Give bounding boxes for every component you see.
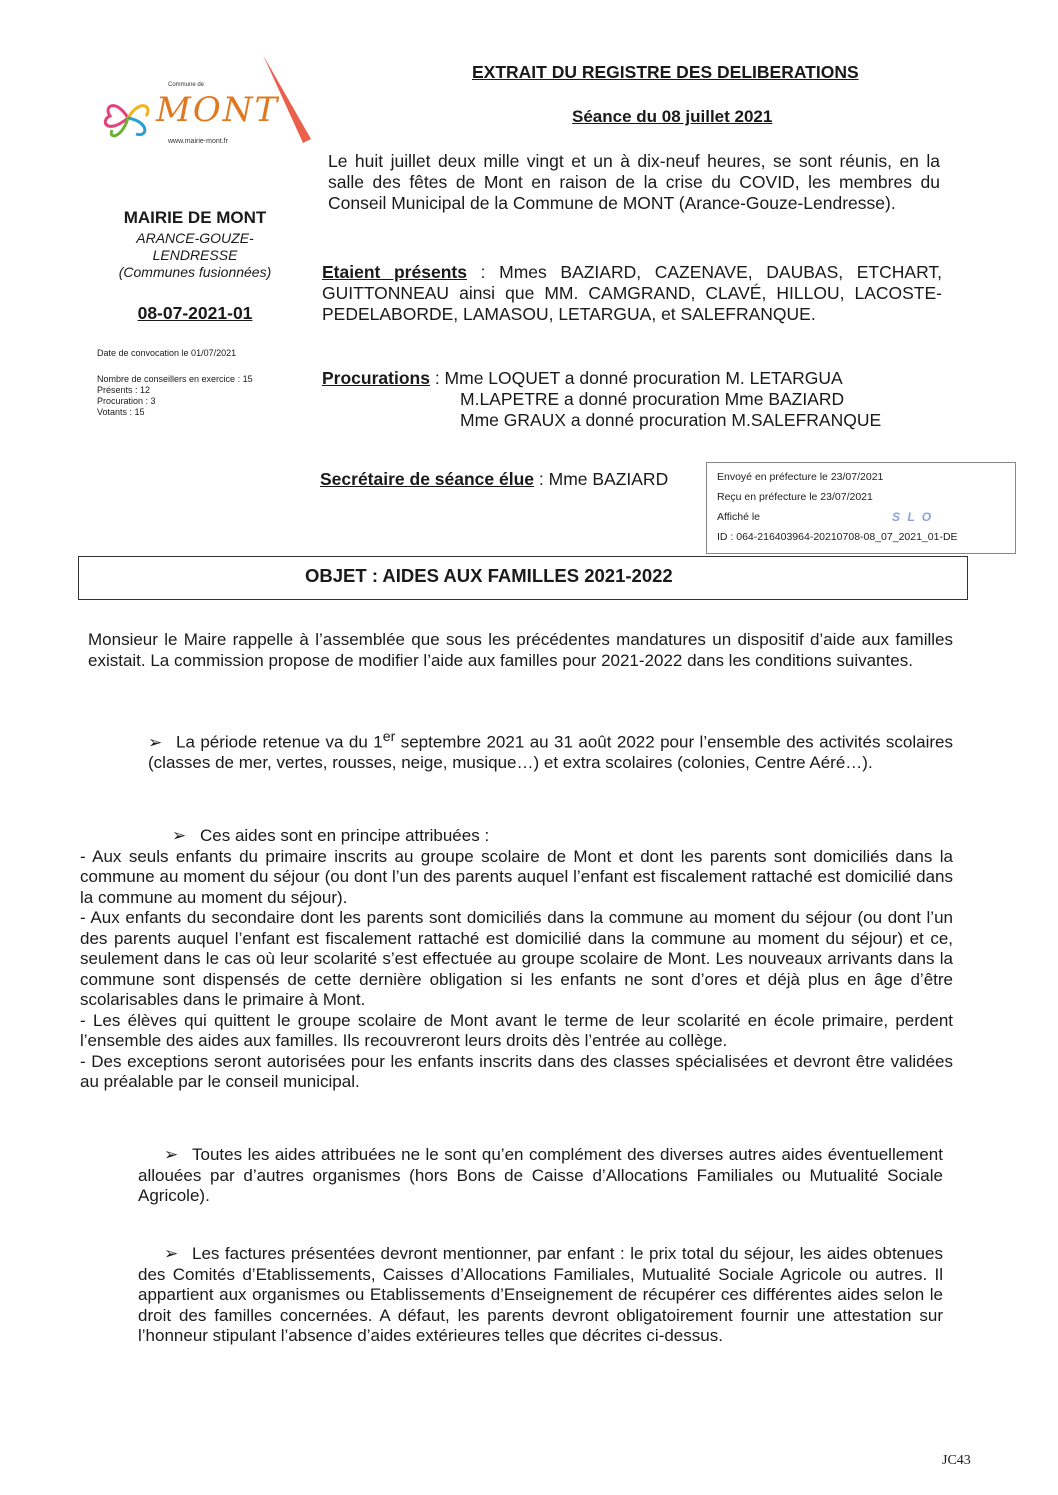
body-paragraph-3 [80,826,953,1093]
slo-logo: S L O [892,510,934,524]
bullet-arrow-icon: ➢ [148,732,163,752]
logo-word: MONT [156,90,280,130]
body-paragraph-2 [148,727,953,774]
logo-site: www.mairie-mont.fr [168,138,228,145]
stamp-envoye: Envoyé en préfecture le 23/07/2021 [717,471,884,483]
page-footer: JC43 [942,1453,971,1468]
p3-title: Ces aides sont en principe attribuées : [200,826,490,845]
list-item: - Aux enfants du secondaire dont les parents sont domiciliés dans la commune au moment du séjour (ou dont l’un des parents auquel l’enfant est fiscalement rattaché est domicilié dans la commune au moment du séjour) et ce, seulement dans le cas où leur scolarité s’est effectuée au groupe scolaire de Mont. Les nouveaux arrivants dans la commune sont dispensés de cette dernière obligation si les enfants ne sont d’ores et déjà plus en âge d’être scolarisables dans le primaire à Mont. [80,908,953,1009]
bullet-arrow-icon: ➢ [164,1145,179,1164]
p2-superscript: er [382,729,396,745]
procuration-line: M.LAPETRE a donné procuration Mme BAZIARD [460,389,845,409]
stamp-affiche: Affiché le [717,511,760,523]
secretaire-value: : Mme BAZIARD [534,469,669,489]
body-paragraph-4 [138,1145,943,1207]
presents-text: : Mmes BAZIARD, CAZENAVE, DAUBAS, ETCHART, GUITTONNEAU ainsi que MM. CAMGRAND, CLAVÉ, HILLOU, LACOSTE-PEDELABORDE, LAMASOU, LETARGUA, et SALEFRANQUE. [322,262,943,324]
document-title: EXTRAIT DU REGISTRE DES DELIBERATIONS [472,62,859,82]
presents-label: Etaient présents [322,262,467,282]
mairie-fusion: (Communes fusionnées) [118,264,272,280]
convocation-date: Date de convocation le 01/07/2021 [97,348,237,358]
body-paragraph-5 [138,1244,943,1347]
mairie-subtitle: ARANCE-GOUZE-LENDRESSE [136,230,254,263]
red-accent-icon [255,55,315,145]
list-item: - Aux seuls enfants du primaire inscrits au groupe scolaire de Mont et dont les parents sont domiciliés dans la commune au moment du séjour (ou dont l’un des parents auquel l’enfant est fiscalement rattaché est domicilié dans la commune au moment du séjour). [80,846,953,907]
votants-count: Votants : 15 [97,407,145,417]
logo-small-text: Commune de [168,82,205,88]
secretaire-line [320,469,668,490]
secretaire-label: Secrétaire de séance élue [320,469,535,489]
flower-logo-icon [98,88,158,148]
p5-text: Les factures présentées devront mentionner, par enfant : le prix total du séjour, les aides obtenues des Comités d’Etablissements, Caisses d’Allocations Familiales, Mutualité Sociale Agricole ou autres. Il appartient aux organismes ou Etablissements d’Enseignement de récupérer ces différentes aides selon le droit des familles concernées. A défaut, les parents devront obligatoirement fournir une attestation sur l’honneur stipulant l’absence d’aides extérieures telles que décrites ci-dessus. [138,1244,943,1345]
objet-title: OBJET : AIDES AUX FAMILLES 2021-2022 [305,565,673,586]
counts-block [97,374,253,418]
stamp-id: ID : 064-216403964-20210708-08_07_2021_01-DE [717,531,958,543]
procurations-label: Procurations [322,368,430,388]
presents-paragraph [322,262,942,325]
commune-logo [98,82,280,152]
procurations-block [322,368,942,431]
procuration-line: Mme GRAUX a donné procuration M.SALEFRANQUE [460,410,882,430]
prefecture-stamp [706,462,1016,554]
presents-count: Présents : 12 [97,385,151,395]
stamp-recu: Reçu en préfecture le 23/07/2021 [717,491,873,503]
intro-paragraph: Le huit juillet deux mille vingt et un à dix-neuf heures, se sont réunis, en la salle des fêtes de Mont en raison de la crise du COVID, les membres du Conseil Municipal de la Commune de MONT (Arance-Gouze-Lendresse). [328,151,940,213]
list-item: - Des exceptions seront autorisées pour les enfants inscrits dans des classes spécialisées et devront être validées au préalable par le conseil municipal. [80,1051,953,1091]
mairie-name: MAIRIE DE MONT [123,208,267,227]
procuration-line: : Mme LOQUET a donné procuration M. LETARGUA [429,368,843,388]
p4-text: Toutes les aides attribuées ne le sont qu’en complément des diverses autres aides éventuellement allouées par d’autres organismes (hors Bons de Caisse d’Allocations Familiales ou Mutualité Sociale Agricole). [138,1145,943,1205]
seance-date: Séance du 08 juillet 2021 [572,107,773,126]
bullet-arrow-icon: ➢ [172,826,187,845]
p2-text-before: La période retenue va du 1 [176,732,383,752]
list-item: - Les élèves qui quittent le groupe scolaire de Mont avant le terme de leur scolarité en école primaire, perdent l’ensemble des aides aux familles. Ils recouvreront leurs droits dès l’entrée au collège. [80,1010,953,1050]
p2-text-after: septembre 2021 au 31 août 2022 pour l’ensemble des activités scolaires (classes de mer, vertes, rousses, neige, musique…) et extra scolaires (colonies, Centre Aéré…). [148,732,953,773]
deliberation-number: 08-07-2021-01 [137,303,253,323]
conseillers-count: Nombre de conseillers en exercice : 15 [97,374,253,384]
body-paragraph-1: Monsieur le Maire rappelle à l’assemblée que sous les précédentes mandatures un dispositif d’aide aux familles existait. La commission propose de modifier l’aide aux familles pour 2021-2022 dans les conditions suivantes. [88,630,953,670]
procuration-count: Procuration : 3 [97,396,156,406]
bullet-arrow-icon: ➢ [164,1244,179,1263]
